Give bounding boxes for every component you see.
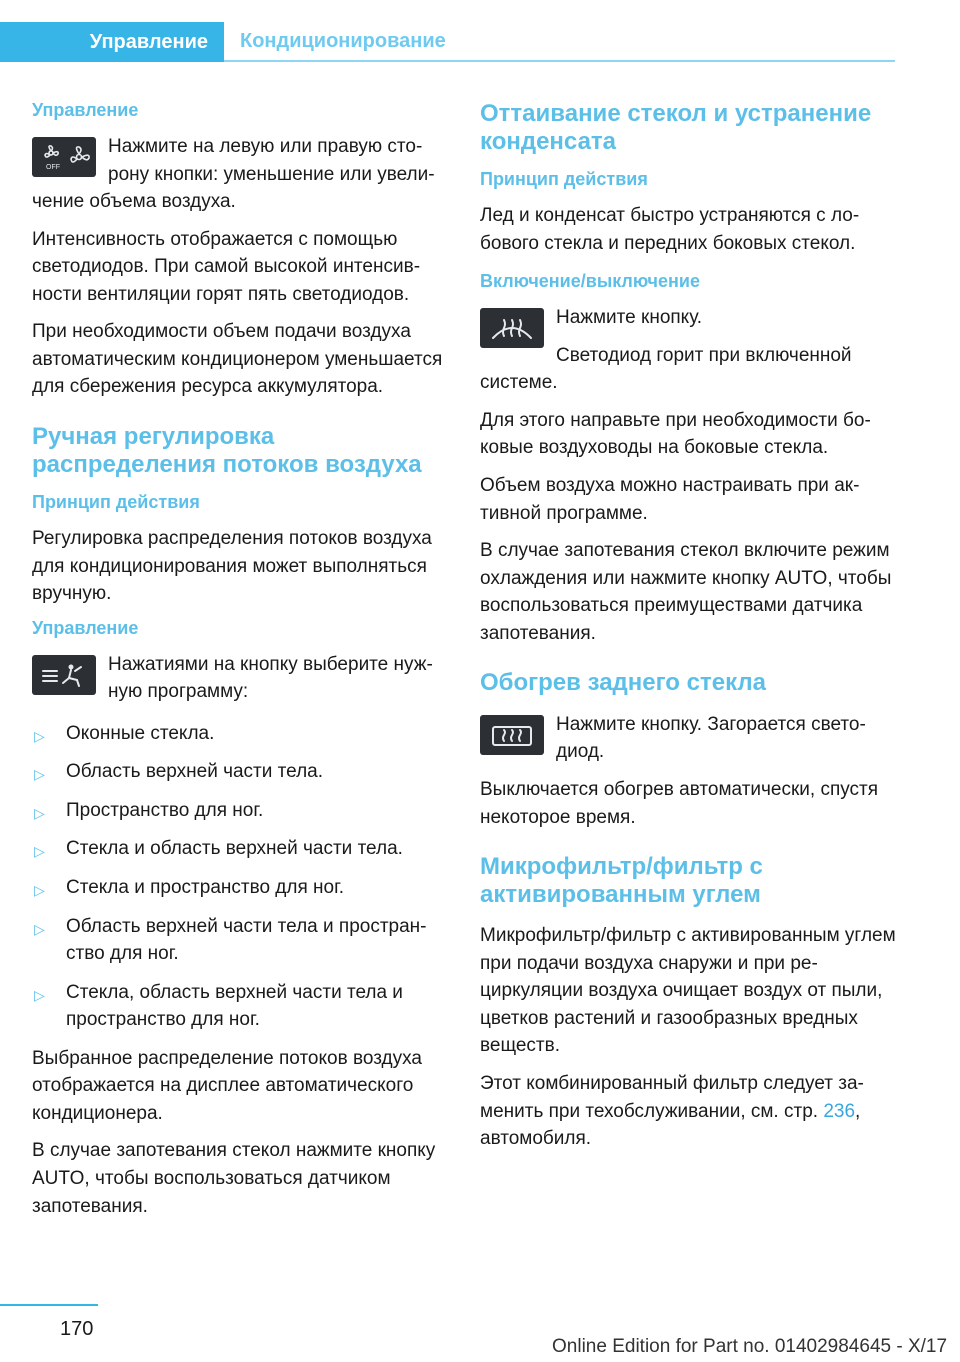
page-number: 170 — [60, 1318, 94, 1340]
subheading-control: Управление — [32, 100, 139, 120]
paragraph-display: Выбранное распределение потоков воздуха отображается на дисплее автоматического кондиционера. — [32, 1047, 422, 1124]
subheading-principle-right: Принцип действия — [480, 169, 648, 190]
bullet-icon: ▷ — [34, 882, 45, 899]
section-heading-rear-heating: Обогрев заднего стекла — [480, 669, 766, 697]
edition-footer: Online Edition for Part no. 01402984645 - X/17 — [552, 1336, 948, 1357]
paragraph-filter-replace: Этот комбинированный фильтр следует заменить при техобслуживании, см. стр. 236, автомобиля. — [480, 1073, 864, 1150]
bullet-icon: ▷ — [34, 986, 45, 1003]
left-column — [32, 100, 452, 1230]
bullet-icon: ▷ — [34, 766, 45, 783]
subheading-principle: Принцип действия — [32, 492, 200, 513]
fan-control-row — [32, 133, 452, 226]
section-heading-defrost: Оттаивание стекол и устранение конденсата — [480, 100, 872, 155]
paragraph-filter: Микрофильтр/фильтр с активированным углем при подачи воздуха снаружи и при рециркуляции воздуха очищает воздух от пыли, цветков растений и газообразных вредных веществ. — [480, 925, 896, 1057]
bullet-icon: ▷ — [34, 843, 45, 860]
paragraph-auto: В случае запотевания стекол нажмите кнопку AUTO, чтобы воспользоваться датчиком запотевания. — [32, 1140, 436, 1217]
list-item: ▷ Область верхней части тела. — [32, 758, 452, 786]
air-distribution-instructions: Нажатиями на кнопку выберите нужную программу: — [108, 653, 433, 703]
header-divider — [224, 60, 895, 62]
subheading-on-off: Включение/выключение — [480, 271, 700, 292]
section-tab-inactive: Кондиционирование — [240, 30, 446, 52]
fan-instructions: Нажмите на левую или правую сторону кнопки: уменьшение или увеличение объема воздуха. — [32, 136, 435, 213]
section-heading-air-distribution: Ручная регулировка распределения потоков воздуха — [32, 422, 422, 478]
rear-defrost-instructions: Нажмите кнопку. Загорается светодиод. — [556, 713, 866, 763]
bullet-icon: ▷ — [34, 804, 45, 821]
list-item: ▷ Стекла, область верхней части тела и пространство для ног. — [34, 981, 403, 1031]
program-list — [32, 720, 452, 1034]
section-tab-active: Управление — [0, 22, 224, 62]
paragraph-manual: Регулировка распределения потоков воздуха для кондиционирования может выполняться вручную. — [32, 528, 432, 605]
fan-off-icon — [32, 137, 96, 177]
defrost-led: Светодиод горит при включенной системе. — [480, 344, 852, 394]
paragraph-intensity: Интенсивность отображается с помощью светодиодов. При самой высокой интенсивности вентиляции горят пять светодиодов. — [32, 228, 421, 305]
footer-divider — [0, 1304, 98, 1306]
list-item: ▷ Пространство для ног. — [32, 797, 452, 825]
bullet-icon: ▷ — [34, 920, 45, 937]
list-item: ▷ Область верхней части тела и пространство для ног. — [34, 915, 427, 965]
defrost-instructions: Нажмите кнопку. — [556, 307, 703, 329]
air-distribution-icon — [32, 655, 96, 695]
subheading-control-2: Управление — [32, 617, 139, 638]
paragraph-side-vents: Для этого направьте при необходимости боковые воздуховоды на боковые стекла. — [480, 409, 871, 459]
defrost-row — [480, 304, 900, 407]
right-column — [480, 100, 900, 1163]
rear-window-defrost-icon — [480, 715, 544, 755]
paragraph-fog: В случае запотевания стекол включите режим охлаждения или нажмите кнопку AUTO, чтобы воспользоваться преимуществами датчика запотевания. — [480, 540, 892, 644]
windshield-defrost-icon — [480, 308, 544, 348]
page-reference-link[interactable]: 236 — [823, 1100, 856, 1122]
paragraph-ice: Лед и конденсат быстро устраняются с лобового стекла и передних боковых стекол. — [480, 205, 860, 254]
list-item: ▷ Стекла и область верхней части тела. — [32, 835, 452, 863]
paragraph-auto-off: Выключается обогрев автоматически, спустя некоторое время. — [480, 778, 879, 828]
svg-text:OFF: OFF — [46, 164, 60, 171]
paragraph-battery: При необходимости объем подачи воздуха автоматическим кондиционером уменьшается для сбережения ресурса аккумулятора. — [32, 321, 443, 398]
paragraph-volume: Объем воздуха можно настраивать при активной программе. — [480, 475, 860, 524]
rear-defrost-row — [480, 711, 900, 776]
list-item: ▷ Стекла и пространство для ног. — [32, 874, 452, 902]
air-distribution-row — [32, 651, 452, 716]
section-heading-filter: Микрофильтр/фильтр с активированным углем — [480, 853, 763, 908]
page-header — [0, 22, 895, 62]
bullet-icon: ▷ — [34, 727, 45, 744]
list-item: ▷ Оконные стекла. — [32, 720, 452, 748]
